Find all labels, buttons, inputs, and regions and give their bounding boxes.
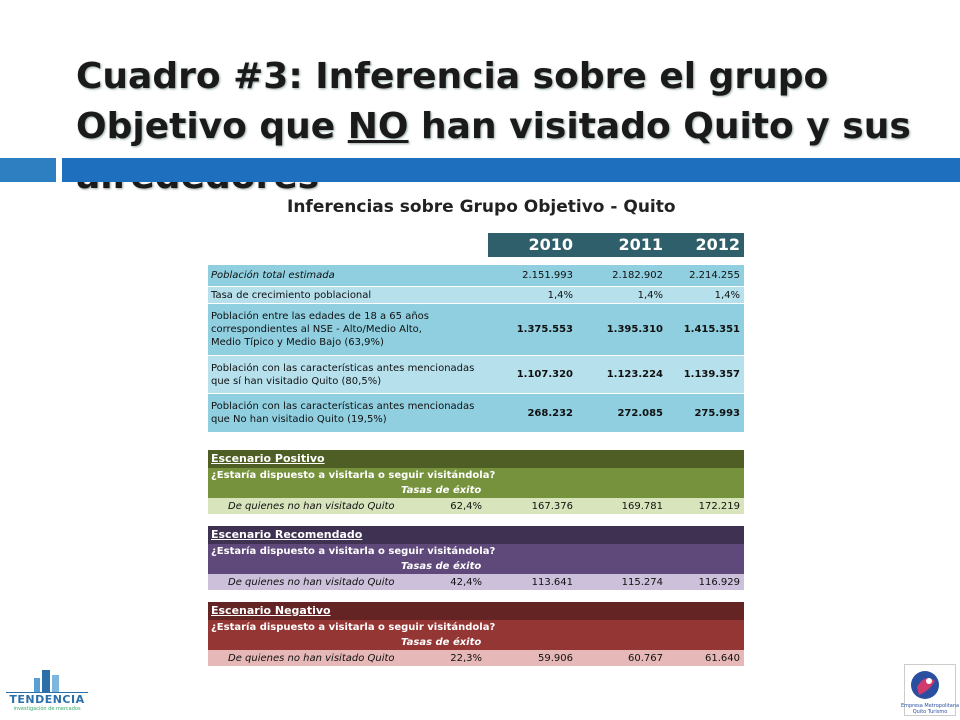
scenario-rate-label: Tasas de éxito xyxy=(208,560,744,574)
table-title: Inferencias sobre Grupo Objetivo - Quito xyxy=(287,197,676,217)
quito-turismo-logo xyxy=(900,664,960,716)
year-header xyxy=(488,233,744,257)
row-label: Tasa de crecimiento poblacional xyxy=(211,289,372,301)
scenario-question: ¿Estaría dispuesto a visitarla o seguir visitándola? xyxy=(208,468,744,484)
cell-value: 113.641 xyxy=(531,576,573,588)
scenario-question: ¿Estaría dispuesto a visitarla o seguir visitándola? xyxy=(208,544,744,560)
title-part2: han visitado Quito y sus xyxy=(421,106,911,147)
scenario-negative xyxy=(208,602,744,666)
cell-value: 272.085 xyxy=(617,407,663,419)
scenario-title: Escenario Negativo xyxy=(208,602,744,620)
row-label xyxy=(208,308,488,351)
cell-value: 268.232 xyxy=(527,407,573,419)
row-label-line: Población con las características antes mencionadas xyxy=(211,362,475,374)
scenario-percent: 62,4% xyxy=(450,500,482,512)
cell-value: 1,4% xyxy=(637,289,663,301)
cell-value: 1,4% xyxy=(714,289,740,301)
scenario-rate-label: Tasas de éxito xyxy=(208,484,744,498)
row-label xyxy=(208,398,488,428)
cell-value: 169.781 xyxy=(621,500,663,512)
row-label-line: Medio Típico y Medio Bajo (63,9%) xyxy=(211,337,384,348)
cell-value: 60.767 xyxy=(628,652,663,664)
logo-brand: TENDENCIA xyxy=(6,692,88,706)
cell-value: 2.182.902 xyxy=(612,270,663,281)
cell-value: 1.123.224 xyxy=(606,369,663,380)
scenario-question: ¿Estaría dispuesto a visitarla o seguir visitándola? xyxy=(208,620,744,636)
scenario-rate-label: Tasas de éxito xyxy=(208,636,744,650)
table-row xyxy=(208,304,744,356)
svg-text:Empresa Metropolitana: Empresa Metropolitana xyxy=(900,703,960,709)
row-label-line: Población con las características antes mencionadas xyxy=(211,401,475,412)
cell-value: 1.415.351 xyxy=(683,324,740,335)
table-row xyxy=(208,356,744,394)
cell-value: 275.993 xyxy=(694,407,740,419)
cell-value: 2.214.255 xyxy=(689,270,740,281)
scenario-data-row xyxy=(208,650,744,666)
cell-value: 1.139.357 xyxy=(683,369,740,380)
building-icon xyxy=(32,668,62,692)
row-label xyxy=(208,360,488,390)
row-label-line: que sí han visitadio Quito (80,5%) xyxy=(211,375,382,387)
cell-value: 1.375.553 xyxy=(516,324,573,335)
scenario-recommended xyxy=(208,526,744,590)
accent-bar-left xyxy=(0,158,56,182)
cell-value: 172.219 xyxy=(698,500,740,512)
scenario-row-label: De quienes no han visitado Quito xyxy=(228,500,395,512)
row-label: Población total estimada xyxy=(211,270,335,281)
scenario-row-label: De quienes no han visitado Quito xyxy=(228,576,395,588)
cell-value: 116.929 xyxy=(698,576,740,588)
table-row xyxy=(208,265,744,287)
title-part1: Cuadro #3: Inferencia sobre el grupo Objetivo que xyxy=(76,56,829,147)
cell-value: 1.107.320 xyxy=(516,369,573,380)
cell-value: 2.151.993 xyxy=(522,270,573,281)
cell-value: 1,4% xyxy=(547,289,573,301)
row-label-line: Población entre las edades de 18 a 65 años xyxy=(211,311,429,322)
scenario-percent: 42,4% xyxy=(450,576,482,588)
cell-value: 115.274 xyxy=(621,576,663,588)
title-underlined: NO xyxy=(347,106,409,147)
cell-value: 167.376 xyxy=(531,500,573,512)
accent-bar-right xyxy=(62,158,960,182)
year-2011: 2011 xyxy=(618,235,663,254)
year-2012: 2012 xyxy=(695,235,740,254)
year-2010: 2010 xyxy=(528,235,573,254)
population-table xyxy=(208,265,744,432)
cell-value: 1.395.310 xyxy=(606,324,663,335)
scenario-positive xyxy=(208,450,744,514)
scenario-row-label: De quienes no han visitado Quito xyxy=(228,652,395,664)
cell-value: 59.906 xyxy=(538,652,573,664)
tendencia-logo xyxy=(6,668,88,714)
logo-tagline: investigación de mercados xyxy=(13,706,81,712)
svg-text:Quito Turismo: Quito Turismo xyxy=(912,709,948,715)
table-row xyxy=(208,287,744,304)
quito-turismo-emblem-icon xyxy=(900,665,960,715)
scenario-data-row xyxy=(208,574,744,590)
table-row xyxy=(208,394,744,432)
scenario-title: Escenario Recomendado xyxy=(208,526,744,544)
scenario-data-row xyxy=(208,498,744,514)
row-label-line: que No han visitadio Quito (19,5%) xyxy=(211,414,387,425)
row-label-line: correspondientes al NSE - Alto/Medio Alto, xyxy=(211,324,422,335)
scenario-percent: 22,3% xyxy=(450,652,482,664)
cell-value: 61.640 xyxy=(705,652,740,664)
scenario-title: Escenario Positivo xyxy=(208,450,744,468)
